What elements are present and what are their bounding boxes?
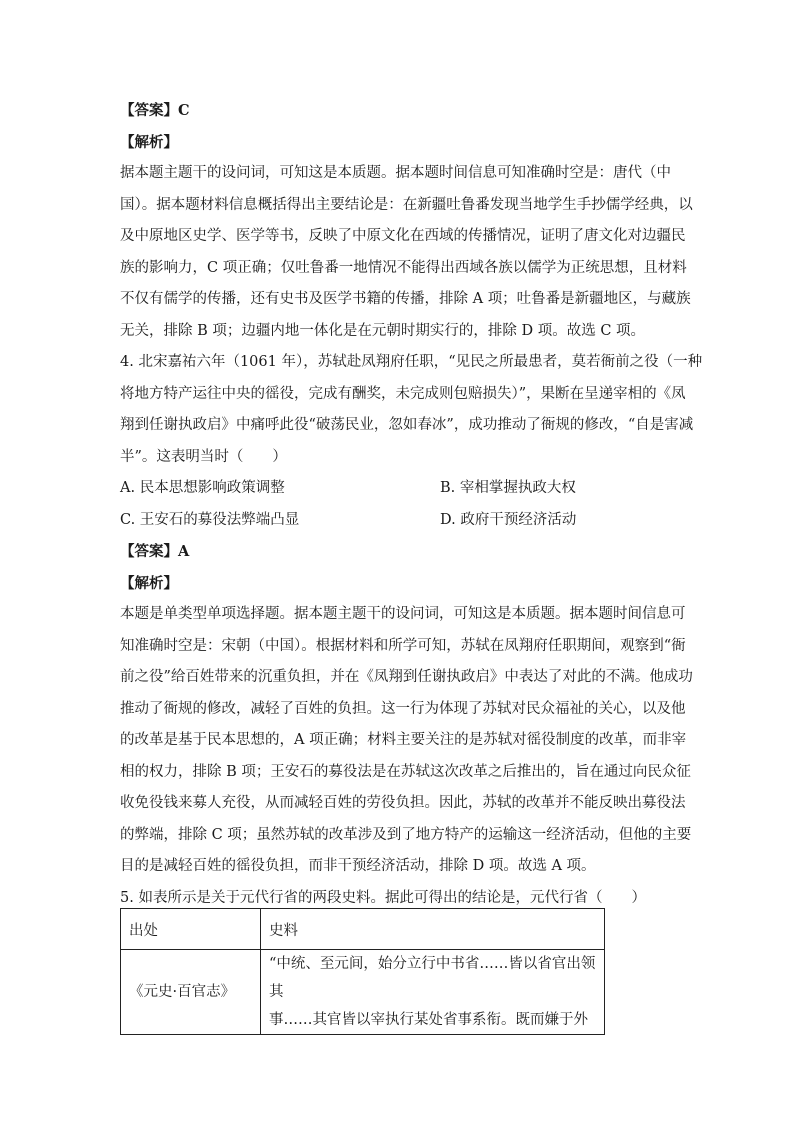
q4-analysis-line: 的弊端，排除 C 项；虽然苏轼的改革涉及到了地方特产的运输这一经济活动，但他的主要	[120, 826, 692, 843]
q3-analysis-line: 国）。据本题材料信息概括得出主要结论是：在新疆吐鲁番发现当地学生手抄儒学经典，以	[120, 196, 693, 213]
q4-analysis-line: 推动了衙规的修改，减轻了百姓的负担。这一行为体现了苏轼对民众福祉的关心，以及他	[120, 700, 686, 717]
q4-option-d: D. 政府干预经济活动	[440, 511, 577, 528]
q3-analysis-label: 【解析】	[120, 133, 178, 151]
q4-option-b: B. 宰相掌握执政大权	[440, 480, 576, 496]
table-cell-source: 《元史·百官志》	[121, 950, 261, 1035]
q5-source-table	[120, 908, 605, 1035]
table-row	[121, 950, 605, 1035]
q3-answer: 【答案】C	[120, 102, 190, 119]
q3-analysis-line: 及中原地区史学、医学等书，反映了中原文化在西域的传播情况，证明了唐文化对边疆民	[120, 228, 686, 244]
table-cell-material	[261, 950, 605, 1035]
q4-options-row-2	[120, 505, 660, 537]
q4-stem-line: 翔到任谢执政启》中痛呼此役“破荡民业，忽如春冰”，成功推动了衙规的修改，“自是害减	[120, 417, 694, 433]
q4-answer: 【答案】A	[120, 543, 190, 560]
q3-analysis-line: 不仅有儒学的传播，还有史书及医学书籍的传播，排除 A 项；吐鲁番是新疆地区，与藏族	[120, 291, 691, 307]
document-page	[120, 95, 703, 914]
q4-options-row-1	[120, 473, 660, 505]
q5-stem: 5. 如表所示是关于元代行省的两段史料。据此可得出的结论是，元代行省（ ）	[120, 889, 646, 906]
table-header-source: 出处	[121, 909, 261, 950]
q4-analysis-label: 【解析】	[120, 574, 178, 592]
q4-analysis-line: 目的是减轻百姓的徭役负担，而非干预经济活动，排除 D 项。故选 A 项。	[120, 858, 596, 874]
q3-analysis-line: 无关，排除 B 项；边疆内地一体化是在元朝时期实行的，排除 D 项。故选 C 项。	[120, 322, 646, 339]
q4-option-c: C. 王安石的募役法弊端凸显	[120, 511, 300, 528]
table-header-material: 史料	[261, 909, 605, 950]
q4-stem-line: 将地方特产运往中央的徭役，完成有酬奖，未完成则包赔损失）”，果断在呈递宰相的《凤	[120, 385, 686, 402]
table-cell-line: “中统、至元间，始分立行中书省……皆以省官出领其	[269, 956, 596, 1000]
q4-option-a: A. 民本思想影响政策调整	[120, 480, 285, 496]
q4-analysis-line: 前之役”给百姓带来的沉重负担，并在《凤翔到任谢执政启》中表达了对此的不满。他成功	[120, 669, 693, 685]
q4-analysis-line: 收免役钱来募人充役，从而减轻百姓的劳役负担。因此，苏轼的改革并不能反映出募役法	[120, 795, 686, 811]
q4-analysis-line: 的改革是基于民本思想的，A 项正确；材料主要关注的是苏轼对徭役制度的改革，而非宰	[120, 732, 687, 748]
table-header-row	[121, 909, 605, 950]
q4-analysis-line: 本题是单类型单项选择题。据本题主题干的设问词，可知这是本质题。据本题时间信息可	[120, 606, 686, 622]
q3-analysis-line: 据本题主题干的设问词，可知这是本质题。据本题时间信息可知准确时空是：唐代（中	[120, 165, 671, 181]
table-cell-line: 事……其官皆以宰执行某处省事系衔。既而嫌于外	[269, 1012, 588, 1028]
q4-analysis-line: 知准确时空是：宋朝（中国）。根据材料和所学可知，苏轼在凤翔府任职期间，观察到“衙	[120, 637, 686, 654]
q4-stem-line: 4. 北宋嘉祐六年（1061 年），苏轼赴凤翔府任职，“见民之所最患者，莫若衙前之役（一种	[120, 354, 703, 370]
q3-analysis-line: 族的影响力，C 项正确；仅吐鲁番一地情况不能得出西域各族以儒学为正统思想，且材料	[120, 259, 687, 276]
q4-analysis-line: 相的权力，排除 B 项；王安石的募役法是在苏轼这次改革之后推出的，旨在通过向民众征	[120, 763, 691, 780]
q4-stem-line: 半”。这表明当时（ ）	[120, 448, 287, 465]
